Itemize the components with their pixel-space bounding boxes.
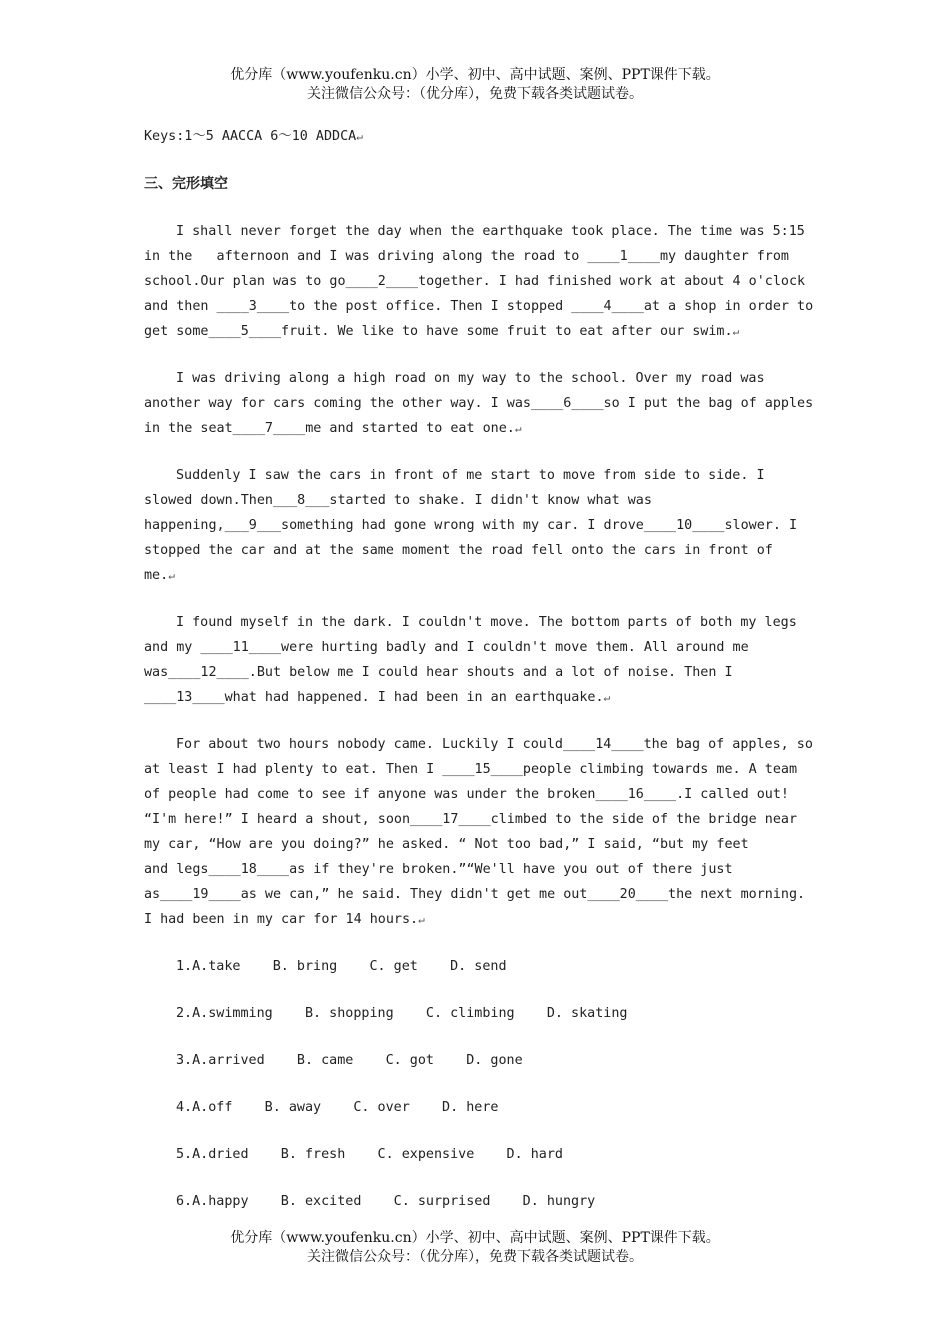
passage-line: I was driving along a high road on my way to the school. Over my road was	[176, 371, 765, 386]
page-footer	[0, 1229, 950, 1267]
section-title: 三、完形填空	[144, 176, 228, 192]
passage-line: I found myself in the dark. I couldn't move. The bottom parts of both my legs	[176, 615, 797, 630]
passage-line: and legs____18____as if they're broken.”“We'll have you out of there just	[144, 862, 733, 877]
passage-line: my car, “How are you doing?” he asked. “ Not too bad,” I said, “but my feet	[144, 837, 749, 852]
header-line-1: 优分库（www.youfenku.cn）小学、初中、高中试题、案例、PPT课件下载。	[230, 67, 720, 83]
passage-line: was____12____.But below me I could hear shouts and a lot of noise. Then I	[144, 665, 733, 680]
passage-line: me.↵	[144, 568, 175, 583]
answer-keys: Keys:1～5 AACCA 6～10 ADDCA↵	[144, 129, 363, 144]
passage-line: slowed down.Then___8___started to shake. I didn't know what was	[144, 493, 652, 508]
option-row: 5.A.dried B. fresh C. expensive D. hard	[176, 1147, 563, 1162]
option-row: 3.A.arrived B. came C. got D. gone	[176, 1053, 523, 1068]
passage-line: and then ____3____to the post office. Then I stopped ____4____at a shop in order to	[144, 299, 814, 314]
footer-line-2: 关注微信公众号：（优分库），免费下载各类试题试卷。	[307, 1249, 643, 1265]
option-row: 2.A.swimming B. shopping C. climbing D. skating	[176, 1006, 628, 1021]
passage-line: I shall never forget the day when the earthquake took place. The time was 5:15	[176, 224, 805, 239]
passage-line: at least I had plenty to eat. Then I ____15____people climbing towards me. A team	[144, 762, 798, 777]
passage-line: another way for cars coming the other way. I was____6____so I put the bag of apples	[144, 396, 814, 411]
passage-line: For about two hours nobody came. Luckily I could____14____the bag of apples, so	[176, 737, 813, 752]
passage-line: I had been in my car for 14 hours.↵	[144, 912, 425, 927]
paragraph-mark-icon: ↵	[514, 422, 522, 435]
passage-line: and my ____11____were hurting badly and I couldn't move them. All around me	[144, 640, 749, 655]
paragraph-mark-icon: ↵	[168, 569, 175, 582]
passage-line: stopped the car and at the same moment the road fell onto the cars in front of	[144, 543, 773, 558]
passage-line: “I'm here!” I heard a shout, soon____17____climbed to the side of the bridge near	[144, 812, 798, 827]
option-row: 1.A.take B. bring C. get D. send	[176, 959, 507, 974]
passage-line: happening,___9___something had gone wrong with my car. I drove____10____slower. I	[144, 518, 798, 533]
passage-line: in the seat____7____me and started to eat one.↵	[144, 421, 522, 436]
header-line-2: 关注微信公众号：（优分库），免费下载各类试题试卷。	[307, 86, 643, 102]
passage-line: ____13____what had happened. I had been in an earthquake.↵	[144, 690, 611, 705]
passage-line: Suddenly I saw the cars in front of me start to move from side to side. I	[176, 468, 765, 483]
passage-line: get some____5____fruit. We like to have some fruit to eat after our swim.↵	[144, 324, 740, 339]
paragraph-mark-icon: ↵	[418, 913, 425, 926]
passage-line: of people had come to see if anyone was under the broken____16____.I called out!	[144, 787, 789, 802]
page-header	[0, 66, 950, 104]
option-row: 6.A.happy B. excited C. surprised D. hungry	[176, 1194, 596, 1209]
paragraph-mark-icon: ↵	[732, 325, 740, 338]
paragraph-mark-icon: ↵	[603, 691, 611, 704]
passage-line: in the afternoon and I was driving along the road to ____1____my daughter from	[144, 249, 789, 264]
paragraph-mark-icon: ↵	[356, 130, 363, 143]
passage-line: as____19____as we can,” he said. They didn't get me out____20____the next morning.	[144, 887, 806, 902]
passage-line: school.Our plan was to go____2____together. I had finished work at about 4 o'clock	[144, 274, 806, 289]
option-row: 4.A.off B. away C. over D. here	[176, 1100, 499, 1115]
footer-line-1: 优分库（www.youfenku.cn）小学、初中、高中试题、案例、PPT课件下载。	[230, 1230, 720, 1246]
